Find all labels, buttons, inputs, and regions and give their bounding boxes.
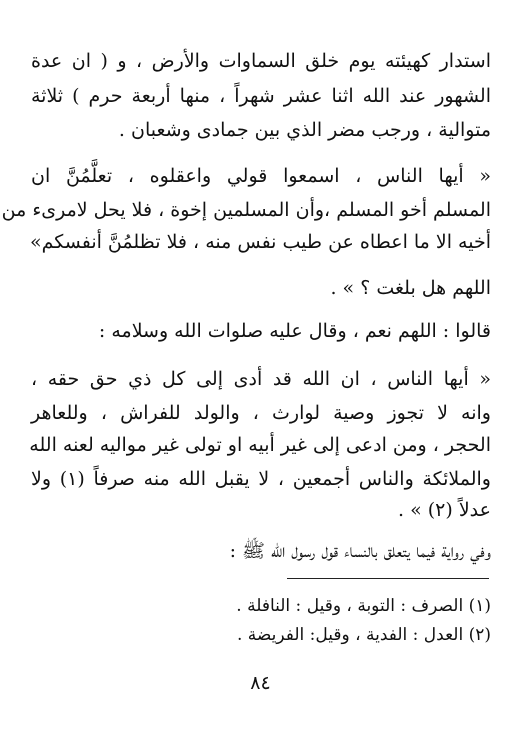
text-line: أخيه الا ما اعطاه عن طيب نفس منه ، فلا تظلمُنَّ أنفسكم» — [30, 231, 491, 253]
text-line: « أيها الناس ، ان الله قد أدى إلى كل ذي حق حقه ، — [31, 368, 491, 390]
footnote-separator — [287, 578, 489, 579]
page-number: ٨٤ — [250, 672, 271, 694]
text-line: « أيها الناس ، اسمعوا قولي واعقلوه ، تعلَّمُنَّ ان — [31, 165, 491, 187]
text-line: الحجر ، ومن ادعى إلى غير أبيه او تولى غير مواليه لعنه الله — [29, 434, 491, 456]
footnote: (١) الصرف : التوبة ، وقيل : النافلة . — [236, 596, 491, 616]
text-line: المسلم أخو المسلم ،وأن المسلمين إخوة ، فلا يحل لامرىء من — [1, 199, 491, 221]
text-line: اللهم هل بلغت ؟ » . — [330, 277, 491, 299]
text-line: وانه لا تجوز وصية لوارث ، والولد للفراش ، وللعاهر — [31, 402, 491, 424]
text-line: استدار كهيئته يوم خلق السماوات والأرض ، و ( ان عدة — [31, 50, 491, 72]
text-line: الشهور عند الله اثنا عشر شهراً ، منها أربعة حرم ) ثلاثة — [31, 85, 491, 107]
text-line: متوالية ، ورجب مضر الذي بين جمادى وشعبان . — [118, 119, 491, 141]
footnote: (٢) العدل : الفدية ، وقيل: الفريضة . — [236, 625, 491, 645]
text-line: قالوا : اللهم نعم ، وقال عليه صلوات الله وسلامه : — [98, 320, 491, 342]
text-line: والملائكة والناس أجمعين ، لا يقبل الله منه صرفاً (١) ولا — [31, 468, 491, 490]
text-line: عدلاً (٢) » . — [398, 499, 491, 521]
text-line: وفي رواية فيما يتعلق بالنساء قول رسول الله ﷺ : — [229, 540, 491, 562]
